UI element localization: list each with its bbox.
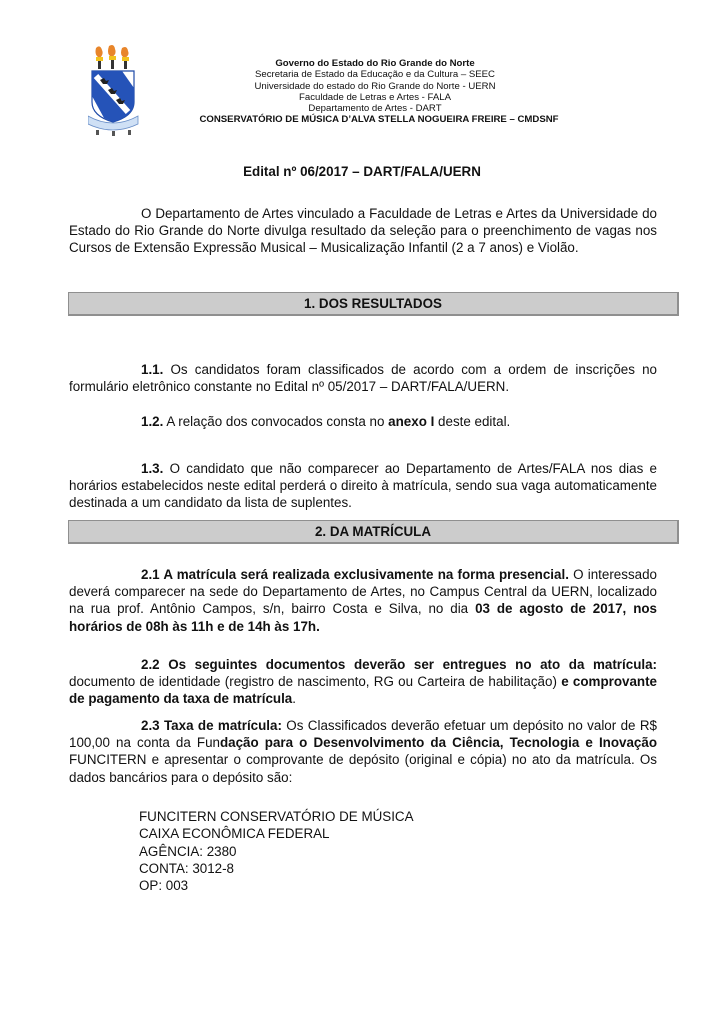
bank-details [139,808,414,894]
bank-operation: OP: 003 [139,878,189,894]
letterhead-line-university: Universidade do estado do Rio Grande do Norte - UERN [254,80,496,92]
paragraph-number: 1.2. [141,414,164,429]
paragraph-1-2: 1.2. A relação dos convocados consta no anexo I deste edital. [141,414,511,429]
foundation-name: dação para o Desenvolvimento da Ciência, Tecnologia e Inovação [219,735,657,751]
letterhead-line-conservatory: CONSERVATÓRIO DE MÚSICA D’ALVA STELLA NOGUEIRA FREIRE – CMDSNF [199,114,559,126]
letterhead [140,58,610,126]
bank-account-holder: FUNCITERN CONSERVATÓRIO DE MÚSICA [139,809,414,824]
enrollment-date-time: 03 de agosto de 2017, nos horários de 08h às 11h e de 14h às 17h. [69,601,657,634]
bank-agency: AGÊNCIA: 2380 [139,843,237,859]
letterhead-line-faculty: Faculdade de Letras e Artes - FALA [299,91,451,103]
document-title: Edital nº 06/2017 – DART/FALA/UERN [243,164,481,179]
paragraph-2-1: 2.1 A matrícula será realizada exclusivamente na forma presencial. O interessado deverá comparecer na sede do Departamento de Artes, no Campus Central da UERN, localizado na rua prof. Antônio Campos, s/n, bairro Costa e Silva, no dia 03 de agosto de 2017, nos horários de 08h às 11h e de 14h às 17h. [69,567,657,634]
uern-coat-of-arms-icon [88,44,140,136]
annex-reference: anexo I [388,414,435,429]
section-heading-enrollment: 2. DA MATRÍCULA [68,520,679,544]
bank-account: CONTA: 3012-8 [139,860,235,876]
bank-name: CAIXA ECONÔMICA FEDERAL [139,826,330,842]
paragraph-number: 1.3. [141,461,164,476]
section-heading-results: 1. DOS RESULTADOS [68,292,679,316]
paragraph-1-1: 1.1. Os candidatos foram classificados de acordo com a ordem de inscrições no formulário eletrônico constante no Edital nº 05/2017 – DART/FALA/UERN. [69,362,657,395]
letterhead-line-department: Departamento de Artes - DART [308,103,442,115]
letterhead-line-government: Governo do Estado do Rio Grande do Norte [275,58,475,69]
paragraph-1-3: 1.3. O candidato que não comparecer ao Departamento de Artes/FALA nos dias e horários estabelecidos neste edital perderá o direito à matrícula, sendo sua vaga automaticamente destinada a um candidato da lista de suplentes. [69,461,657,511]
paragraph-2-3: 2.3 Taxa de matrícula: Os Classificados deverão efetuar um depósito no valor de R$ 100,00 na conta da Fundação para o Desenvolvimento da Ciência, Tecnologia e Inovação FUNCITERN e apresentar o comprovante de depósito (original e cópia) no ato da matrícula. Os dados bancários para o depósito são: [69,718,657,785]
torch-flames [96,45,130,69]
paragraph-number: 1.1. [141,362,164,377]
paragraph-2-2: 2.2 Os seguintes documentos deverão ser entregues no ato da matrícula: documento de identidade (registro de nascimento, RG ou Carteira de habilitação) e comprovante de pagamento da taxa de matrícula. [69,657,657,707]
letterhead-line-secretariat: Secretaria de Estado da Educação e da Cultura – SEEC [255,69,495,81]
intro-paragraph [69,205,657,257]
intro-text: O Departamento de Artes vinculado a Faculdade de Letras e Artes da Universidade do Estado do Rio Grande do Norte divulga resultado da seleção para o preenchimento de vagas nos Cursos de Extensão Expressão Musical – Musicalização Infantil (2 a 7 anos) e Violão. [69,206,657,256]
